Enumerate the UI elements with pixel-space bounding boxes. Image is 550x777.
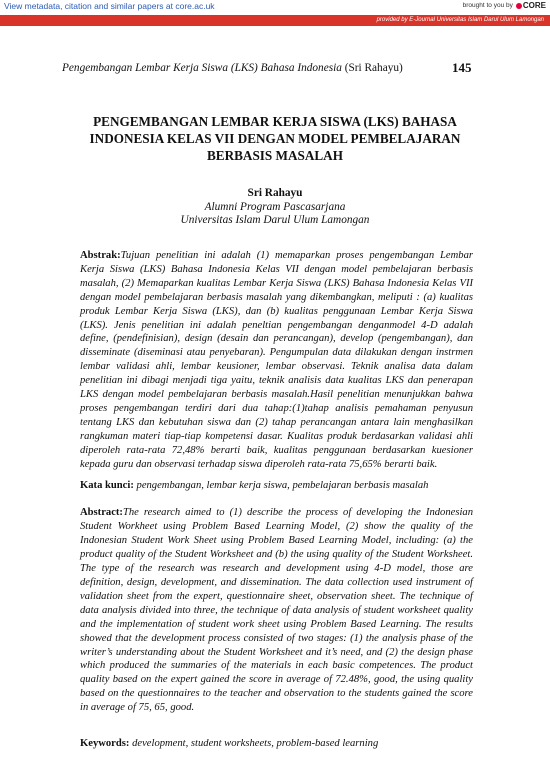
provider-text[interactable]: provided by E-Journal Universitas Islam Darul Ulum Lamongan [376, 16, 544, 23]
keywords [80, 738, 473, 749]
core-logo-icon [516, 3, 522, 9]
kata-kunci [80, 480, 473, 491]
running-head [62, 62, 488, 74]
author-name: Sri Rahayu [247, 187, 303, 199]
kata-kunci-label: Kata kunci: [80, 480, 134, 491]
abstract-english-label: Abstract: [80, 507, 123, 518]
author-affiliation-university: Universitas Islam Darul Ulum Lamongan [180, 214, 370, 226]
abstrak-paragraph [80, 249, 473, 472]
abstract-english-paragraph [80, 506, 473, 715]
brought-by-text: brought to you by [462, 2, 513, 9]
author-affiliation-program: Alumni Program Pascasarjana [204, 201, 346, 213]
keywords-label: Keywords: [80, 738, 130, 749]
core-header-bar [0, 0, 550, 12]
keywords-text: development, student worksheets, problem-based learning [132, 738, 379, 749]
abstrak-text: Tujuan penelitian ini adalah (1) memaparkan proses pengembangan Lembar Kerja Siswa (LKS) Bahasa Indonesia Kelas VII dengan model pembelajaran berbasis masalah, (2) Memaparkan kualitas Lembar Kerja Siswa (LKS) Bahasa Indonesia Kelas VII dengan model pembelajaran berbasis masalah yang dikembangkan, meliputi : (a) kualitas produk Lembar Kerja Siswa (LKS), dan (b) kualitas penggunaan Lembar Kerja Siswa (LKS). Jenis penelitian ini adalah peneltian pengembangan denganmodel 4-D adalah define, (pendefinisian), design (desain dan perancangan), develop (pengembangan), dan disseminate (diseminasi atau penyebaran). Pengumpulan data dilakukan dengan instrmen lembar validasi ahli, lembar keusioner, lembar observasi. Teknik analisa data dalam penelitian ini dibagi menjadi tiga yaitu, teknik analisis data kualitas LKS dan penerapan LKS dengan model pembelajaran berbasis masalah.Hasil penelitian menunjukkan bahwa proses pengembangan terdiri dari dua tahap:(1)tahap analisis pemahaman penyusun tentang LKS dan kebutuhan siswa dan (2) tahap perancangan antara lain menghasilkan rangkuman materi tiap-tiap kompetensi dasar. Kualitas produk berdasarkan validasi ahli diperoleh rata-rata 72,48% berarti baik, kualitas penggunaan berdasarkan kuesioner kepada guru dan observasi terhadap siswa diperoleh rata-rata 75,65% berarti baik. [80, 250, 473, 470]
core-metadata-link[interactable]: View metadata, citation and similar papers at core.ac.uk [4, 1, 215, 11]
core-logo[interactable] [516, 1, 546, 10]
core-brand[interactable] [463, 1, 546, 10]
page-number: 145 [452, 60, 472, 75]
kata-kunci-text: pengembangan, lembar kerja siswa, pembelajaran berbasis masalah [136, 480, 429, 491]
running-head-author: (Sri Rahayu) [344, 62, 403, 74]
paper-title: PENGEMBANGAN LEMBAR KERJA SISWA (LKS) BAHASA INDONESIA KELAS VII DENGAN MODEL PEMBELAJARAN BERBASIS MASALAH [89, 114, 461, 163]
core-logo-text: CORE [522, 1, 546, 10]
abstract-english-text: The research aimed to (1) describe the process of developing the Indonesian Student Workheet using Problem Based Learning Model, (2) show the quality of the Indonesian Student Work Sheet using Problem Based Learning Model, including: (a) the product quality of the Student Worksheet and (b) the using quality of the Student Worksheet. The type of the research was research and development using 4-D model, those are definition, design, development, and dissemination. The data collection used instrument of validation sheet from the expert, questionnaire sheet, observation sheet. The technique of data analysis divided into three, the technique of data analysis of student worksheet quality and the implementation of student work sheet using Problem Based Learning. The results showed that the development process consisted of two stages: (1) the analysis phase of the writer’s understanding about the Student Worksheet and it’s need, and (2) the design phase which produced the summaries of the materials in each basic competences. The product quality based on the expert gained the score in average of 72.48%, good, the using quality based on the questionnaires to the teacher and observation to the students gained the score in average of 75, 65, good. [80, 507, 473, 714]
running-head-journal: Pengembangan Lembar Kerja Siswa (LKS) Bahasa Indonesia [62, 62, 342, 74]
abstrak-label: Abstrak: [80, 250, 121, 261]
provider-bar [0, 15, 550, 26]
